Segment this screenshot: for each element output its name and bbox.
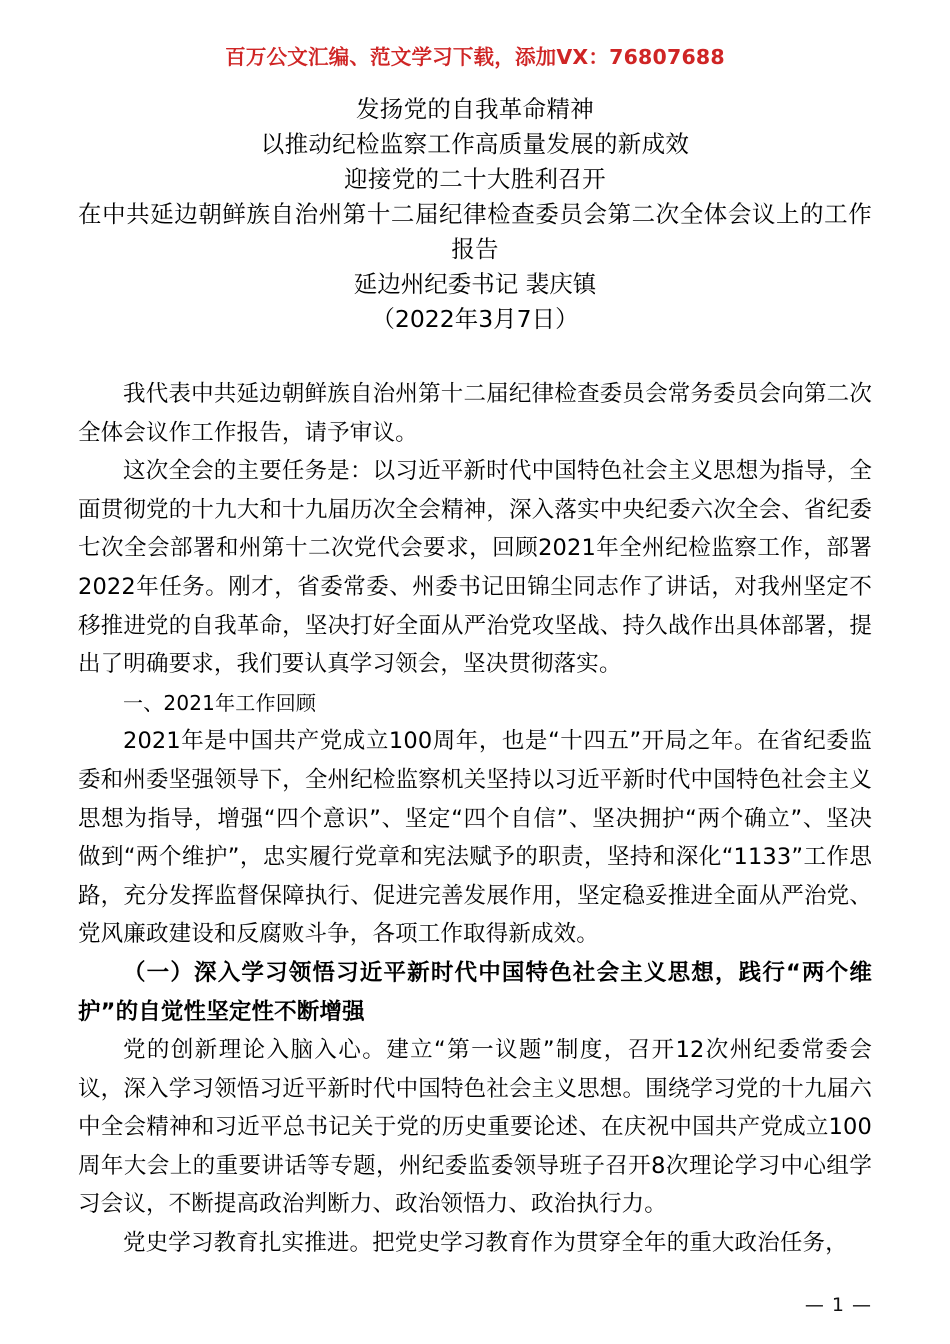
subsection-heading-1: （一）深入学习领悟习近平新时代中国特色社会主义思想，践行“两个维护”的自觉性坚定性不断增强 [78, 959, 872, 1025]
paragraph-1: 我代表中共延边朝鲜族自治州第十二届纪律检查委员会常务委员会向第二次全体会议作工作报告，请予审议。 [78, 381, 872, 446]
page-number: — 1 — [804, 1294, 872, 1316]
byline: 延边州纪委书记 裴庆镇 [353, 270, 597, 298]
title-line-3: 迎接党的二十大胜利召开 [344, 165, 606, 193]
title-line-2: 以推动纪检监察工作高质量发展的新成效 [260, 130, 690, 158]
title-block [78, 92, 872, 337]
title-line-1: 发扬党的自我革命精神 [356, 95, 594, 123]
paragraph-2: 这次全会的主要任务是：以习近平新时代中国特色社会主义思想为指导，全面贯彻党的十九大和十九届历次全会精神，深入落实中央纪委六次全会、省纪委七次全会部署和州第十二次党代会要求，回顾2021年全州纪检监察工作，部署2022年任务。刚才，省委常委、州委书记田锦尘同志作了讲话，对我州坚定不移推进党的自我革命，坚决打好全面从严治党攻坚战、持久战作出具体部署，提出了明确要求，我们要认真学习领会，坚决贯彻落实。 [78, 458, 872, 678]
paragraph-7: 党史学习教育扎实推进。把党史学习教育作为贯穿全年的重大政治任务， [123, 1230, 848, 1257]
paragraph-6: 党的创新理论入脑入心。建立“第一议题”制度，召开12次州纪委常委会议，深入学习领悟习近平新时代中国特色社会主义思想。围绕学习党的十九届六中全会精神和习近平总书记关于党的历史重要论述、在庆祝中国共产党成立100周年大会上的重要讲话等专题，州纪委监委领导班子召开8次理论学习中心组学习会议，不断提高政治判断力、政治领悟力、政治执行力。 [78, 1037, 872, 1218]
title-body-spacer [78, 337, 872, 375]
section-heading-1: 一、2021年工作回顾 [123, 690, 317, 715]
paragraph-4: 2021年是中国共产党成立100周年，也是“十四五”开局之年。在省纪委监委和州委坚强领导下，全州纪检监察机关坚持以习近平新时代中国特色社会主义思想为指导，增强“四个意识”、坚定“四个自信”、坚决拥护“两个确立”、坚决做到“两个维护”，忠实履行党章和宪法赋予的职责，坚持和深化“1133”工作思路，充分发挥监督保障执行、促进完善发展作用，坚定稳妥推进全面从严治党、党风廉政建设和反腐败斗争，各项工作取得新成效。 [78, 728, 872, 948]
promo-banner: 百万公文汇编、范文学习下载，添加VX：76807688 [225, 45, 725, 69]
title-line-4: 在中共延边朝鲜族自治州第十二届纪律检查委员会第二次全体会议上的工作报告 [78, 200, 872, 263]
dateline: （2022年3月7日） [371, 305, 579, 333]
document-content [78, 92, 872, 1263]
